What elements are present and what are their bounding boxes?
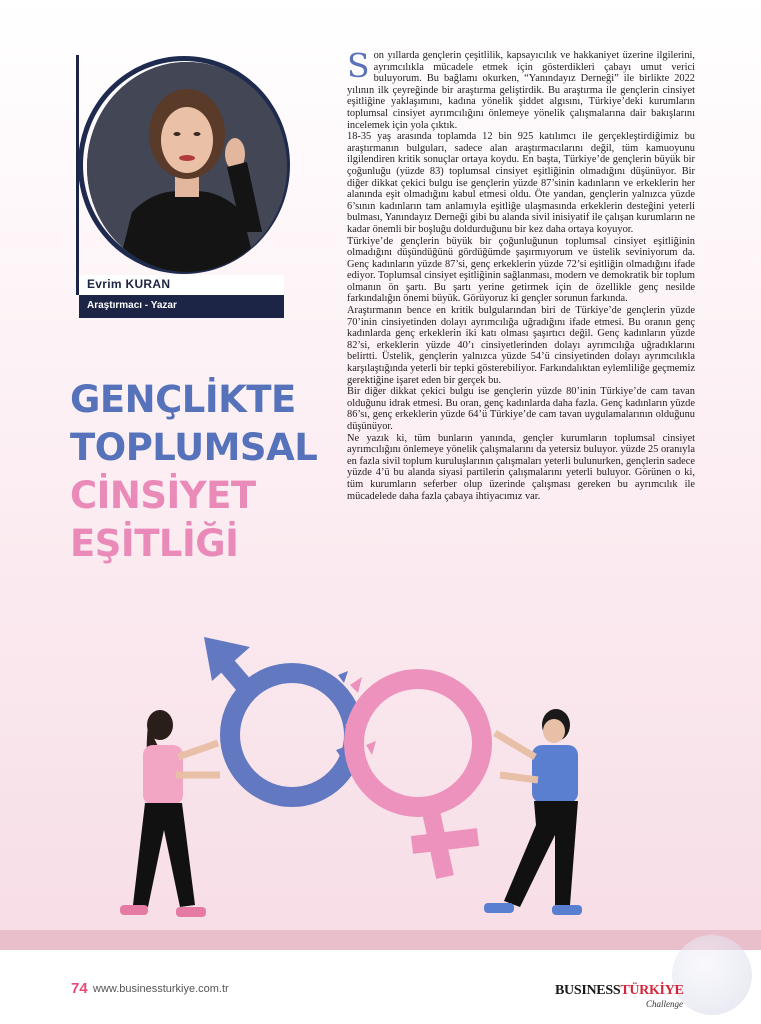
decorative-globe-icon <box>672 935 752 1015</box>
brand-subtitle: Challenge <box>646 999 683 1009</box>
man-figure-icon <box>484 709 582 915</box>
title-line-3: CİNSİYET <box>70 474 256 517</box>
gender-symbols-illustration <box>100 615 620 935</box>
title-line-2: TOPLUMSAL <box>70 426 318 469</box>
article-paragraph: 18-35 yaş arasında toplamda 12 bin 925 katılımcı ile gerçekleştirdiğimiz bu araştırmanın bulguları, sadece alan araştırmacılarını değil, tüm kamuoyunu ilgilendiren kritik sonuçlar ortaya koydu. En başta, Türkiye’de gençlerin büyük bir çoğunluğu (yüzde 83) toplumsal cinsiyet eşitliğinin olmadığını düşünüyor. Bir diğer dikkat çekici bulgu ise gençlerin yüzde 87’sinin kadınların ve erkeklerin her alanında eşit olmadığını kabul etmesi oldu. Öte yandan, gençlerin yalnızca yüzde 6’sının kadınların tam anlamıyla eşitliğe ulaşmasında erkeklerin desteğini yeterli bulması, Yanındayız Derneği gibi bu alanda sivil inisiyatif ile çalışan kurumların ne kadar önemli bir boşluğu doldurduğunu bir kez daha ortaya koyuyor. <box>347 131 695 235</box>
brand-logo <box>555 983 684 999</box>
author-name: Evrim KURAN <box>87 277 171 291</box>
woman-figure-icon <box>120 710 220 917</box>
paragraph-text: on yıllarda gençlerin çeşitlilik, kapsayıcılık ve hakkaniyet üzerine ilgilerini, ayrımcılıkla mücadele etmek için gösterdikleri çabayı umut verici buluyorum. Bu bağlamı okurken, “Yanındayız Derneği” ile birlikte 2022 yılının ilk çeyreğinde bir araştırma geliştirdik. Bu araştırma ile gençlerin cinsiyet eşitliğine yaklaşımını, kadına yönelik şiddet algısını, Türkiye’deki kurumların toplumsal cinsiyet ayrımcılığını önlemeye yönelik çalışmalarına dair bakışlarını incelemek için yola çıktık. <box>347 50 695 131</box>
author-role-box <box>79 296 284 318</box>
article-paragraph: Araştırmanın bence en kritik bulgularından biri de Türkiye’de gençlerin yüzde 70’inin cinsiyetinden dolayı ayrımcılığa uğradığını ifade etmesi. Bu oranın genç kadınlarda genç erkeklerin iki katı olması şaşırtıcı değil. Genç kadınların yüzde 82’si, erkeklerin yüzde 40’ı cinsiyetlerinden dolayı ayrımcılığa uğradıklarını belirtti. Üstelik, gençlerin yalnızca yüzde 54’ü cinsiyetinden dolayı ayrımcılıkla karşılaştığında yeterli bir tepki gösterebiliyor. Farkındalıktan eylemliliğe geçmemiz gerektiğine işaret eden bir gerçek bu. <box>347 305 695 386</box>
article-paragraph <box>347 46 695 131</box>
male-symbol-icon <box>204 637 354 797</box>
female-symbol-icon <box>354 679 482 877</box>
title-line-4: EŞİTLİĞİ <box>70 522 239 565</box>
article-paragraph: Bir diğer dikkat çekici bulgu ise gençlerin yüzde 80’inin Türkiye’de cam tavan olduğunu idrak etmesi. Bu oran, genç kadınlarda daha fazla. Genç kadınların yüzde 86’sı, genç erkeklerin yüzde 64’ü Türkiye’de cam tavan uygulamalarının olduğunu düşünüyor. <box>347 386 695 432</box>
page-number: 74 <box>71 980 88 997</box>
brand-part-1: BUSINESS <box>555 983 621 998</box>
author-name-box <box>79 275 284 296</box>
author-role: Araştırmacı - Yazar <box>87 300 177 311</box>
brand-part-2: TÜRKİYE <box>620 983 684 998</box>
portrait-illustration <box>87 62 287 272</box>
article-body <box>347 46 695 655</box>
website-link[interactable]: www.businessturkiye.com.tr <box>93 983 229 995</box>
article-paragraph: Ne yazık ki, tüm bunların yanında, gençler kurumların toplumsal cinsiyet ayrımcılığını önlemeye yönelik çalışmalarını da yetersiz buluyor. yüzde 25 oranıyla en fazla sivil toplum kuruluşlarının çalışmaları yeterli bulunurken, gençlerin sadece yüzde 4’ü bu alanda siyasi partilerin çalışmalarını yeterli buluyor. Görünen o ki, tüm kurumların seferber olup üzerinde çalışması gereken bu ayrımcılık ile mücadelede daha fazla çabaya ihtiyacımız var. <box>347 432 695 502</box>
article-paragraph: Türkiye’de gençlerin büyük bir çoğunluğunun toplumsal cinsiyet eşitliğinin olmadığını düşündüğünü gördüğümde şaşırmıyorum ve üstelik seviniyorum da. Genç kadınların yüzde 87’si, genç erkeklerin yüzde 72’si eşitliğin olmadığını ifade ediyor. Toplumsal cinsiyet eşitliğinin sağlanması, modern ve demokratik bir toplum olmanın ön şartı. Bu şartı yerine getirmek için de özellikle genç nesilde farkındalığın önemi büyük. Görüyoruz ki gençler sorunun farkında. <box>347 235 695 305</box>
drop-cap: S <box>347 46 370 85</box>
author-portrait <box>87 62 287 272</box>
title-line-1: GENÇLİKTE <box>70 378 296 421</box>
article-title <box>70 376 355 568</box>
